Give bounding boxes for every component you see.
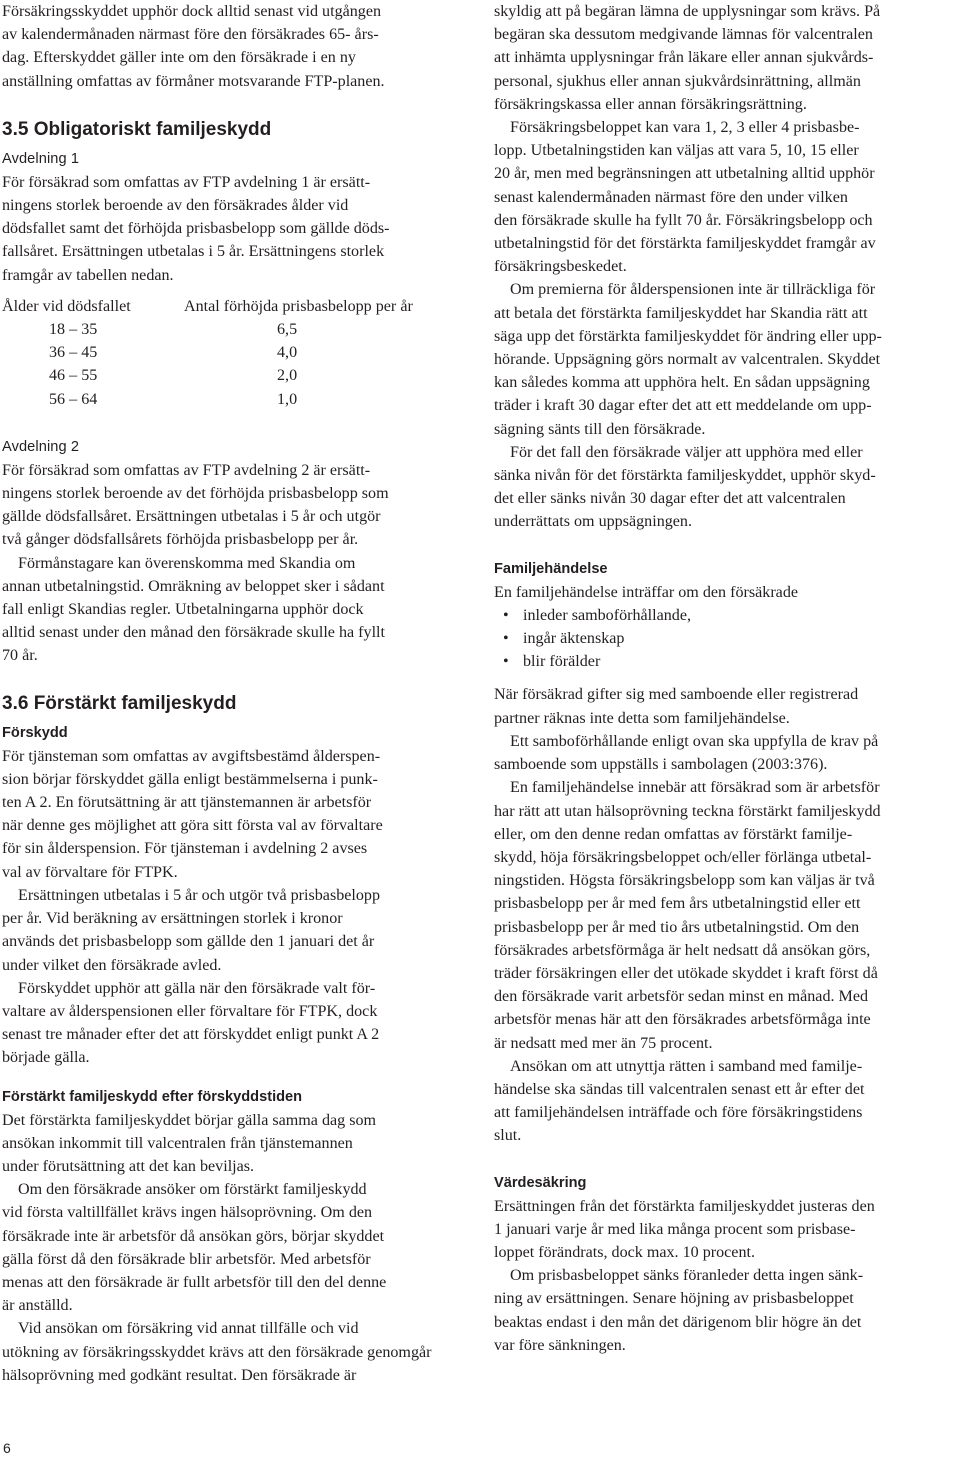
forskydd-heading: Förskydd [2,724,68,741]
vardesakring-paragraph-1 [494,1195,957,1265]
text-line: var före sänkningen. [494,1336,626,1354]
text-line: Ersättningen utbetalas i 5 år och utgör två prisbasbelopp [18,886,381,904]
text-line: ningstiden. Högsta försäkringsbelopp som kan väljas är två [494,872,875,890]
text-line: Vid ansökan om försäkring vid annat tillfälle och vid [18,1320,359,1338]
table-header-amount: Antal förhöjda prisbasbelopp per år [184,297,413,315]
text-line: Om den försäkrade ansöker om förstärkt familjeskydd [18,1181,367,1199]
familjehandelse-intro: En familjehändelse inträffar om den försäkrade [494,583,799,601]
text-line: 20 år, men med begränsningen att utbetalning alltid upphör [494,165,875,183]
text-line: under vilket den försäkrade avled. [2,956,222,974]
text-line: hälsoprövning med godkänt resultat. Den försäkrade är [2,1366,357,1384]
text-line: används det prisbasbelopp som gällde den 1 januari det år [2,933,375,951]
forsakringsbelopp-paragraph [494,116,957,278]
gifter-paragraph [494,683,957,729]
text-line: alltid senast under den månad den försäkrade skulle ha fyllt [2,624,385,642]
list-item: • inleder samboförhållande, [494,604,957,627]
text-line: den försäkrade varit arbetsför sedan minst en månad. Med [494,988,869,1006]
familjehandelse-list [494,604,957,674]
text-line: anställning omfattas av förmåner motsvarande FTP-planen. [2,72,385,90]
text-line: Försäkringsbeloppet kan vara 1, 2, 3 eller 4 prisbasbe- [510,119,860,137]
avdelning-1-heading: Avdelning 1 [2,150,80,167]
table-cell-value: 2,0 [277,367,298,385]
text-line: kan således komma att upphöra helt. En sådan uppsägning [494,374,870,392]
text-line: Ansökan om att utnyttja rätten i samband med familje- [510,1057,863,1075]
intro-paragraph [2,0,470,93]
avdelning-2-paragraph [2,459,470,552]
text-line: annan utbetalningstid. Omräkning av beloppet sker i sådant [2,577,385,595]
text-line: Ett samboförhållande enligt ovan ska uppfylla de krav på [510,732,879,750]
text-line: sägning sänts till den försäkrade. [494,420,706,438]
text-line: 70 år. [2,647,38,665]
text-line: har rätt att utan hälsoprövning teckna förstärkt familjeskydd [494,802,881,820]
text-line: när denne ges möjlighet att göra sitt första val av förvaltare [2,817,383,835]
innebar-paragraph [494,776,957,1054]
text-line: två gånger dödsfallsårets förhöjda prisbasbelopp per år. [2,531,359,549]
forskydd-paragraph-3 [2,977,470,1070]
table-row [2,388,413,411]
table-cell-age: 56 – 64 [49,390,98,408]
text-line: begäran ska dessutom medgivande lämnas för valcentralen [494,26,873,44]
table-cell-value: 4,0 [277,344,298,362]
vardesakring-paragraph-2 [494,1264,957,1357]
text-line: För tjänsteman som omfattas av avgiftsbestämd ålderspen- [2,747,381,765]
forskydd-paragraph-1 [2,745,470,884]
table-cell-value: 6,5 [277,321,298,339]
text-line: valtare av ålderspensionen eller förvaltare för FTPK, dock [2,1002,378,1020]
text-line: skydd, höja försäkringsbeloppet och/eller förlänga utbetal- [494,848,872,866]
text-line: började gälla. [2,1049,90,1067]
text-line: Det förstärkta familjeskyddet börjar gälla samma dag som [2,1111,377,1129]
text-line: fall enligt Skandias regler. Utbetalningarna upphör dock [2,601,364,619]
text-line: att betala det förstärkta familjeskyddet har Skandia rätt att [494,304,868,322]
text-line: gällde dödsfallsåret. Ersättningen utbetalas i 5 år och utgör [2,508,381,526]
avdelning-2-heading: Avdelning 2 [2,438,80,455]
text-line: per år. Vid beräkning av ersättningen storlek i kronor [2,910,343,928]
text-line: prisbasbelopp per år med fem års utbetalningstid eller ett [494,895,861,913]
text-line: försäkringsbeskedet. [494,258,627,276]
text-line: skyldig att på begäran lämna de upplysningar som krävs. På [494,3,881,20]
efter-paragraph-1 [2,1109,470,1179]
left-column [2,0,470,1387]
text-line: prisbasbelopp per år med tio års utbetalningstid. Om den [494,918,860,936]
table-cell-age: 18 – 35 [49,321,98,339]
text-line: är anställd. [2,1297,73,1315]
right-column [494,0,957,1357]
text-line: träder i kraft 30 dagar efter det att ett meddelande om upp- [494,397,872,415]
table-cell-value: 1,0 [277,390,298,408]
premie-paragraph [494,278,957,440]
text-line: För det fall den försäkrade väljer att upphöra med eller [510,443,863,461]
text-line: ningens storlek beroende av det förhöjda prisbasbelopp som [2,485,389,503]
table-header-row [2,295,413,318]
text-line: ansökan inkommit till valcentralen från tjänstemannen [2,1134,353,1152]
sambo-paragraph [494,730,957,776]
text-line: Om prisbasbeloppet sänks föranleder detta ingen sänk- [510,1267,864,1285]
text-line: underrättats om uppsägningen. [494,513,692,531]
text-line: Försäkringsskyddet upphör dock alltid senast vid utgången [2,3,382,20]
text-line: utbetalningstid för det förstärkta familjeskyddet framgår av [494,235,876,253]
text-line: försäkrade inte är arbetsför då ansökan görs, börjar skyddet [2,1227,385,1245]
table-header-age: Ålder vid dödsfallet [2,297,131,315]
text-line: loppet förändrats, dock max. 10 procent. [494,1243,755,1261]
text-line: det eller sänks nivån 30 dagar efter det att valcentralen [494,490,846,508]
text-line: val av förvaltare för FTPK. [2,863,178,881]
text-line: är nedsatt med mer än 75 procent. [494,1034,713,1052]
text-line: träder försäkringen eller det utökade skyddet i kraft först då [494,964,878,982]
text-line: hörande. Uppsägning görs normalt av valcentralen. Skyddet [494,351,881,369]
avdelning-1-paragraph [2,171,470,287]
table-row [2,318,413,341]
text-line: partner räknas inte detta som familjehändelse. [494,709,790,727]
text-line: ningens storlek beroende av den försäkrades ålder vid [2,197,349,215]
text-line: fallsåret. Ersättningen utbetalas i 5 år. Ersättningens storlek [2,243,385,261]
text-line: eller, om den denne redan omfattas av förstärkt familje- [494,825,853,843]
text-line: utökning av försäkringsskyddet krävs att den försäkrade genomgår [2,1343,432,1361]
text-line: senast kalendermånaden närmast före den under vilken [494,188,848,206]
text-line: gälla först då den försäkrade blir arbetsför. Med arbetsför [2,1250,371,1268]
text-line: vid första valtillfället krävs ingen hälsoprövning. Om den [2,1204,373,1222]
text-line: säga upp det förstärkta familjeskyddet för ändring eller upp- [494,327,882,345]
text-line: senast tre månader efter det att förskyddet enligt punkt A 2 [2,1026,380,1044]
text-line: Ersättningen från det förstärkta familjeskyddet justeras den [494,1197,875,1215]
text-line: av kalendermånaden närmast före den försäkrades 65- års- [2,26,379,44]
table-cell-age: 46 – 55 [49,367,98,385]
text-line: För försäkrad som omfattas av FTP avdelning 2 är ersätt- [2,461,371,479]
ansokan-paragraph [494,1055,957,1148]
text-line: ten A 2. En förutsättning är att tjänstemannen är arbetsför [2,794,372,812]
text-line: försäkrades arbetsförmåga är helt nedsatt då ansökan görs, [494,941,871,959]
text-line: försäkringskassa eller annan försäkringsrättning. [494,95,807,113]
efter-forskyddstiden-heading: Förstärkt familjeskydd efter förskyddstiden [2,1088,303,1105]
section-3-6-heading: 3.6 Förstärkt familjeskydd [2,692,237,714]
familjehandelse-heading: Familjehändelse [494,560,608,577]
page-number: 6 [3,1440,11,1456]
table-cell-age: 36 – 45 [49,344,98,362]
vardesakring-heading: Värdesäkring [494,1174,587,1191]
text-line: En familjehändelse innebär att försäkrad som är arbetsför [510,779,880,797]
text-line: lopp. Utbetalningstiden kan väljas att vara 5, 10, 15 eller [494,142,859,160]
text-line: att familjehändelsen inträffade och före försäkringstidens [494,1104,863,1122]
list-item: • ingår äktenskap [494,627,957,650]
forskydd-paragraph-2 [2,884,470,977]
text-line: Förmånstagare kan överenskomma med Skandia om [18,554,356,572]
text-line: slut. [494,1127,522,1145]
text-line: sion börjar förskyddet gälla enligt bestämmelserna i punk- [2,770,378,788]
text-line: arbetsför menas här att den försäkrades arbetsförmåga inte [494,1011,871,1029]
text-line: under förutsättning att det kan beviljas. [2,1157,255,1175]
text-line: sänka nivån för det förstärkta familjeskyddet, upphör skyd- [494,467,876,485]
section-3-5-heading: 3.5 Obligatoriskt familjeskydd [2,118,272,140]
efter-paragraph-2 [2,1178,470,1317]
text-line: för sin ålderspension. För tjänsteman i avdelning 2 avses [2,840,368,858]
text-line: Om premierna för ålderspensionen inte är tillräckliga för [510,281,876,299]
text-line: samboende som uppställs i sambolagen (2003:376). [494,756,828,774]
continued-paragraph [494,0,957,116]
text-line: dag. Efterskyddet gäller inte om den försäkrade i en ny [2,49,356,67]
text-line: Förskyddet upphör att gälla när den försäkrade valt för- [18,979,376,997]
text-line: framgår av tabellen nedan. [2,266,174,284]
text-line: menas att den försäkrade är fullt arbetsför till den del denne [2,1273,387,1291]
text-line: För försäkrad som omfattas av FTP avdelning 1 är ersätt- [2,173,371,191]
list-item: • blir förälder [494,650,957,673]
text-line: dödsfallet samt det förhöjda prisbasbelopp som gällde döds- [2,220,390,238]
avdelning-2-paragraph-2 [2,552,470,668]
text-line: 1 januari varje år med lika många procent som prisbase- [494,1220,856,1238]
text-line: den försäkrade skulle ha fyllt 70 år. Försäkringsbelopp och [494,211,873,229]
text-line: ning av ersättningen. Senare höjning av prisbasbeloppet [494,1290,854,1308]
table-row [2,341,413,364]
text-line: beaktas endast i den mån det därigenom blir högre än det [494,1313,862,1331]
text-line: När försäkrad gifter sig med samboende eller registrerad [494,686,859,704]
efter-paragraph-3 [2,1317,470,1387]
text-line: händelse ska sändas till valcentralen senast ett år efter det [494,1080,865,1098]
text-line: personal, sjukhus eller annan sjukvårdsinrättning, allmän [494,72,861,90]
table-row [2,364,413,387]
upphora-paragraph [494,441,957,534]
text-line: att inhämta upplysningar från läkare eller annan sjukvårds- [494,49,874,67]
benefit-table [2,295,413,411]
